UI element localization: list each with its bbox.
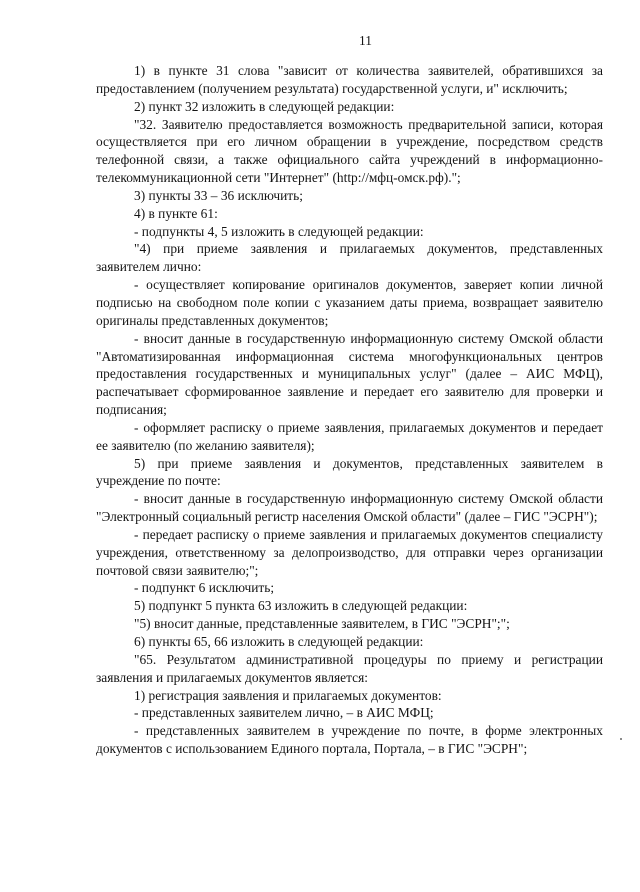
paragraph-18: "65. Результатом административной процедуры по приему и регистрации заявления и прилагаемых документов является: <box>96 651 603 685</box>
paragraph-8: - осуществляет копирование оригиналов документов, заверяет копии личной подписью на свободном поле копии с указанием даты приема, возвращает заявителю оригиналы представленных документов; <box>96 277 603 328</box>
paragraph-4: 3) пункты 33 – 36 исключить; <box>134 187 303 203</box>
paragraph-20: - представленных заявителем лично, – в АИС МФЦ; <box>134 705 434 721</box>
paragraph-9: - вносит данные в государственную информационную систему Омской области "Автоматизированная информационная система многофункциональных центров предоставления государственных и муниципальных услуг" (далее – АИС МФЦ), распечатывает сформированное заявление и передает его заявителю для проверки и подписания; <box>96 330 603 418</box>
paragraph-3: "32. Заявителю предоставляется возможность предварительной записи, которая осуществляется при его личном обращении в учреждение, посредством средств телефонной связи, а также официального сайта учреждений в информационно-телекоммуникационной сети "Интернет" (http://мфц-омск.рф)."; <box>96 116 603 186</box>
paragraph-14: - подпункт 6 исключить; <box>134 580 275 596</box>
document-page <box>96 32 603 758</box>
paragraph-10: - оформляет расписку о приеме заявления, прилагаемых документов и передает ее заявителю (по желанию заявителя); <box>96 419 603 453</box>
page-number: 11 <box>359 33 372 48</box>
paragraph-2: 2) пункт 32 изложить в следующей редакции: <box>134 98 395 114</box>
paragraph-1: 1) в пункте 31 слова "зависит от количества заявителей, обратившихся за предоставлением (получением результата) государственной услуги, и" исключить; <box>96 63 603 96</box>
paragraph-15: 5) подпункт 5 пункта 63 изложить в следующей редакции: <box>134 598 468 614</box>
paragraph-7: "4) при приеме заявления и прилагаемых документов, представленных заявителем лично: <box>96 241 603 275</box>
paragraph-16: "5) вносит данные, представленные заявителем, в ГИС "ЭСРН";"; <box>134 616 510 632</box>
paragraph-13: - передает расписку о приеме заявления и прилагаемых документов специалисту учреждения, ответственному за делопроизводство, для отправки через организации почтовой связи заявителю;"; <box>96 526 603 578</box>
paragraph-11: 5) при приеме заявления и документов, представленных заявителем в учреждение по почте: <box>96 455 603 489</box>
paragraph-12: - вносит данные в государственную информационную систему Омской области "Электронный социальный регистр населения Омской области" (далее – ГИС "ЭСРН"); <box>96 491 603 525</box>
paragraph-5: 4) в пункте 61: <box>134 205 218 221</box>
paragraph-17: 6) пункты 65, 66 изложить в следующей редакции: <box>134 634 424 649</box>
paragraph-6: - подпункты 4, 5 изложить в следующей редакции: <box>134 223 424 239</box>
paragraph-19: 1) регистрация заявления и прилагаемых документов: <box>134 687 442 703</box>
scan-speck <box>620 738 622 740</box>
paragraph-21: - представленных заявителем в учреждение по почте, в форме электронных документов с использованием Единого портала, Портала, – в ГИС "ЭСРН"; <box>96 723 603 757</box>
